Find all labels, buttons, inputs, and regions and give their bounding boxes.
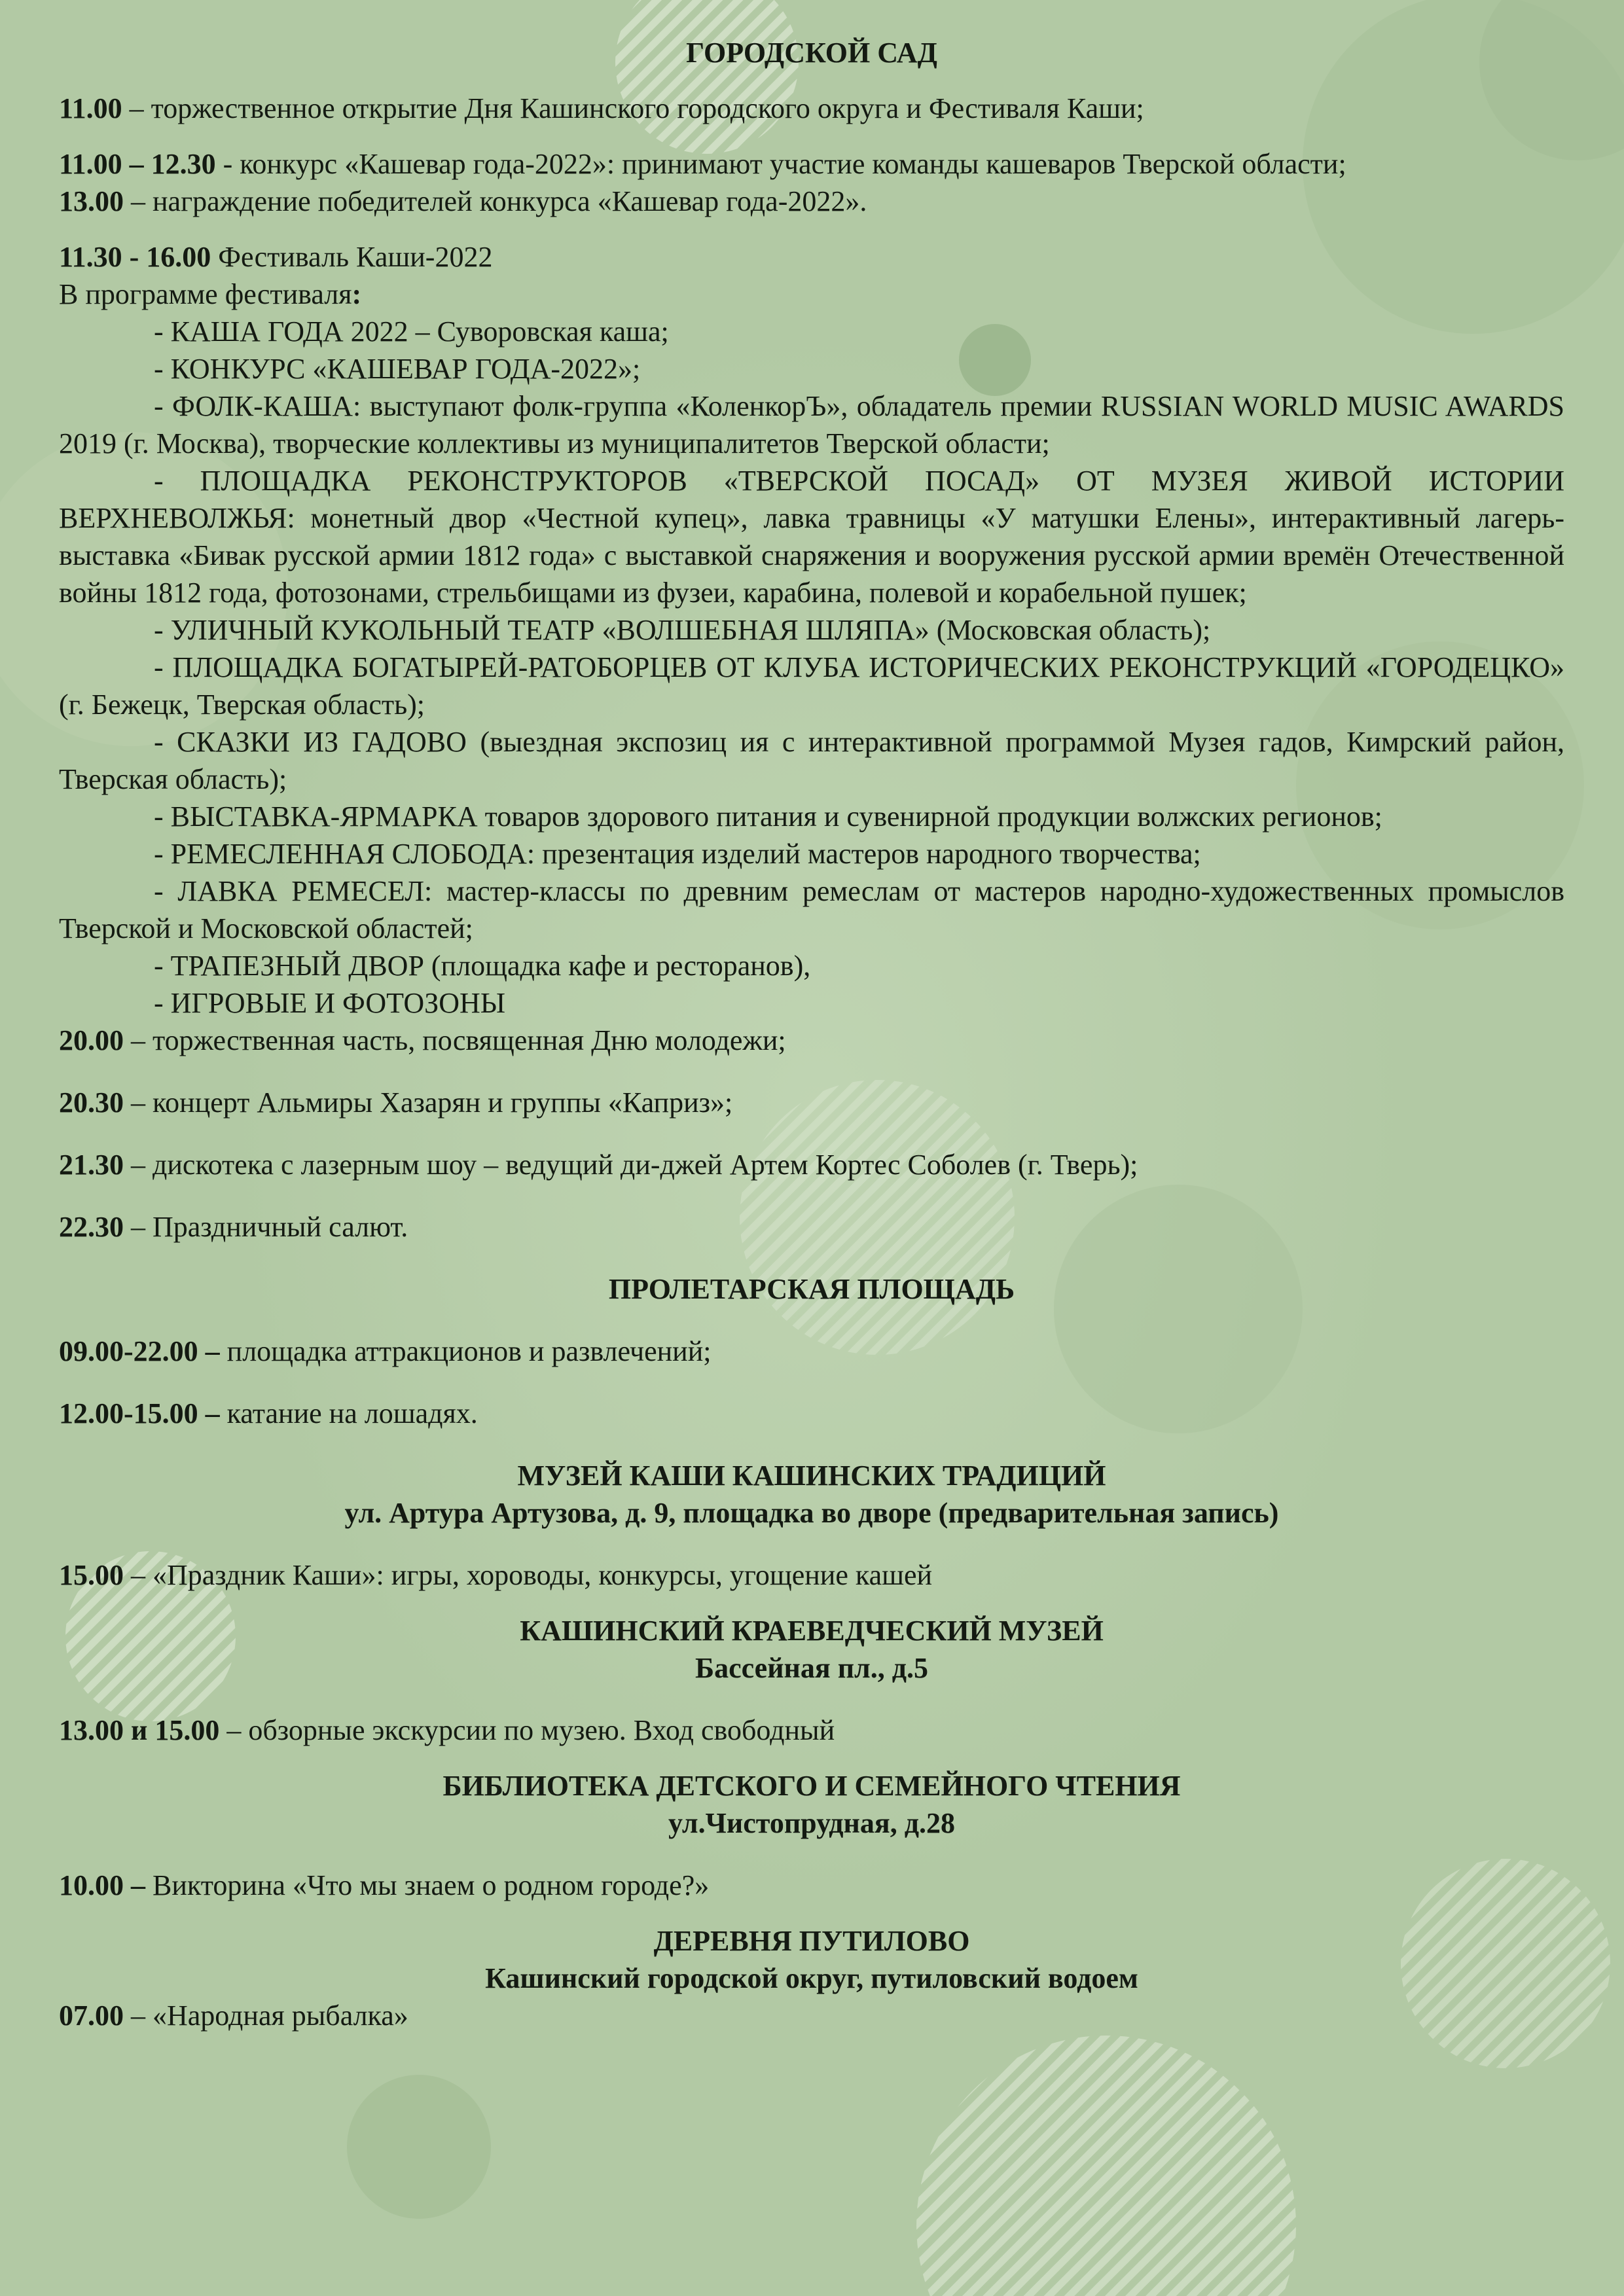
event-time: 11.30 - 16.00 (59, 241, 211, 273)
section-title: МУЗЕЙ КАШИ КАШИНСКИХ ТРАДИЦИЙ (517, 1460, 1106, 1492)
program-item: - ПЛОЩАДКА БОГАТЫРЕЙ-РАТОБОРЦЕВ ОТ КЛУБА ИСТОРИЧЕСКИХ РЕКОНСТРУКЦИЙ «ГОРОДЕЦКО» (г. Бежецк, Тверская область); (59, 651, 1564, 721)
event-text: – концерт Альмиры Хазарян и группы «Каприз»; (124, 1086, 733, 1119)
event-text: – «Праздник Каши»: игры, хороводы, конкурсы, угощение кашей (124, 1559, 933, 1591)
program-item: - ЛАВКА РЕМЕСЕЛ: мастер-классы по древним ремеслам от мастеров народно-художественных промыслов Тверской и Московской областей; (59, 875, 1564, 944)
event-line (59, 1556, 1564, 1594)
section-title: БИБЛИОТЕКА ДЕТСКОГО И СЕМЕЙНОГО ЧТЕНИЯ (442, 1770, 1181, 1802)
event-text: – награждение победителей конкурса «Кашевар года-2022». (124, 185, 867, 217)
section-title: ДЕРЕВНЯ ПУТИЛОВО (653, 1925, 970, 1957)
event-text: – «Народная рыбалка» (124, 2000, 408, 2032)
program-label-text: В программе фестиваля (59, 278, 352, 310)
program-item: - ПЛОЩАДКА РЕКОНСТРУКТОРОВ «ТВЕРСКОЙ ПОСАД» ОТ МУЗЕЯ ЖИВОЙ ИСТОРИИ ВЕРХНЕВОЛЖЬЯ: монетный двор «Честной купец», лавка травницы «У матушки Елены», интерактивный лагерь-выставка «Бивак русской армии 1812 года» с выставкой снаряжения и вооружения русской армии времён Отечественной войны 1812 года, фотозонами, стрельбищами из фузеи, карабина, полевой и корабельной пушек; (59, 465, 1564, 609)
event-text: площадка аттракционов и развлечений; (219, 1335, 712, 1367)
event-line (59, 1333, 1564, 1370)
event-text: – торжественное открытие Дня Кашинского городского округа и Фестиваля Каши; (122, 92, 1144, 124)
event-text: – дискотека с лазерным шоу – ведущий ди-джей Артем Кортес Соболев (г. Тверь); (124, 1149, 1138, 1181)
event-text: - конкурс «Кашевар года-2022»: принимают участие команды кашеваров Тверской области; (215, 148, 1346, 180)
event-time: 13.00 и 15.00 (59, 1714, 220, 1746)
event-line (59, 145, 1564, 183)
program-item: - КАША ГОДА 2022 – Суворовская каша; (154, 315, 669, 348)
event-time: 11.00 – 12.30 (59, 148, 216, 180)
event-line (59, 1022, 1564, 1059)
event-line (59, 1084, 1564, 1121)
event-line (59, 1997, 1564, 2034)
event-text: – Праздничный салют. (124, 1211, 408, 1243)
section-address: ул.Чистопрудная, д.28 (668, 1807, 955, 1839)
section-address: Бассейная пл., д.5 (695, 1652, 929, 1684)
event-time: 15.00 (59, 1559, 124, 1591)
program-colon: : (352, 278, 362, 310)
event-time: 20.00 (59, 1024, 124, 1056)
event-line (59, 1867, 1564, 1904)
event-time: 20.30 (59, 1086, 124, 1119)
program-item: - ВЫСТАВКА-ЯРМАРКА товаров здорового питания и сувенирной продукции волжских регионов; (154, 800, 1382, 833)
event-time: 21.30 (59, 1149, 124, 1181)
event-line (59, 1146, 1564, 1183)
event-line (59, 1712, 1564, 1749)
section-title: ГОРОДСКОЙ САД (686, 37, 937, 69)
program-item: - СКАЗКИ ИЗ ГАДОВО (выездная экспозиц ия с интерактивной программой Музея гадов, Кимрский район, Тверская область); (59, 726, 1564, 795)
event-time: 09.00-22.00 – (59, 1335, 220, 1367)
section-title: КАШИНСКИЙ КРАЕВЕДЧЕСКИЙ МУЗЕЙ (520, 1615, 1104, 1647)
program-item: - РЕМЕСЛЕННАЯ СЛОБОДА: презентация изделий мастеров народного творчества; (154, 838, 1201, 870)
event-line (59, 1208, 1564, 1246)
schedule (59, 34, 1564, 2034)
section-address: ул. Артура Артузова, д. 9, площадка во дворе (предварительная запись) (344, 1497, 1279, 1529)
program-item: - ТРАПЕЗНЫЙ ДВОР (площадка кафе и ресторанов), (154, 950, 811, 982)
event-line (59, 238, 1564, 276)
event-line (59, 90, 1564, 127)
section-address: Кашинский городской округ, путиловский водоем (485, 1962, 1138, 1994)
event-time: 12.00-15.00 – (59, 1397, 220, 1429)
program-label (59, 276, 1564, 313)
event-text: катание на лошадях. (219, 1397, 478, 1429)
event-time: 22.30 (59, 1211, 124, 1243)
program-item: - ФОЛК-КАША: выступают фолк-группа «КоленкорЪ», обладатель премии RUSSIAN WORLD MUSIC AWARDS 2019 (г. Москва), творческие коллективы из муниципалитетов Тверской области; (59, 390, 1564, 459)
program-item: - ИГРОВЫЕ И ФОТОЗОНЫ (154, 987, 506, 1019)
program-item: - КОНКУРС «КАШЕВАР ГОДА-2022»; (154, 353, 641, 385)
event-text: Фестиваль Каши-2022 (211, 241, 493, 273)
event-text: – торжественная часть, посвященная Дню молодежи; (124, 1024, 786, 1056)
event-line (59, 183, 1564, 220)
section-title: ПРОЛЕТАРСКАЯ ПЛОЩАДЬ (608, 1273, 1015, 1305)
event-time: 10.00 – (59, 1869, 145, 1901)
event-time: 07.00 (59, 2000, 124, 2032)
event-text: – обзорные экскурсии по музею. Вход свободный (219, 1714, 835, 1746)
event-time: 13.00 (59, 185, 124, 217)
event-time: 11.00 (59, 92, 122, 124)
program-item: - УЛИЧНЫЙ КУКОЛЬНЫЙ ТЕАТР «ВОЛШЕБНАЯ ШЛЯПА» (Московская область); (154, 614, 1211, 646)
event-line (59, 1395, 1564, 1432)
event-text: Викторина «Что мы знаем о родном городе?» (145, 1869, 710, 1901)
